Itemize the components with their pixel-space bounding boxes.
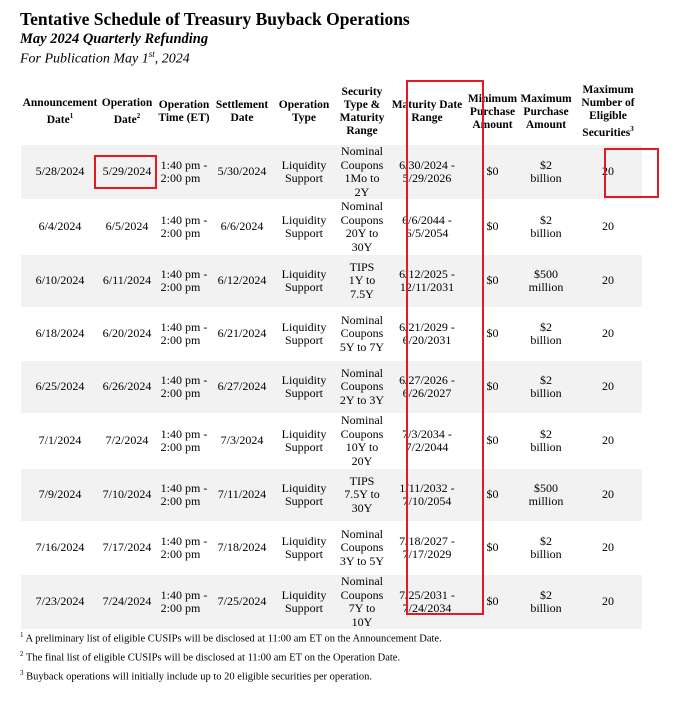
security-type-cell-line: Nominal — [340, 365, 383, 380]
maturity-date-range-cell — [387, 414, 467, 469]
settlement-date-cell-text: 6/21/2024 — [217, 326, 267, 341]
minimum-purchase-cell-text: $0 — [486, 433, 499, 448]
operation-date-cell — [99, 255, 155, 308]
announcement-date-cell-text: 6/10/2024 — [35, 273, 85, 288]
operation-type-cell-line: Support — [284, 601, 323, 615]
column-header-label: Operation Date — [101, 97, 153, 126]
table-row — [21, 361, 642, 414]
maximum-purchase-cell-line: $2 — [540, 533, 552, 548]
security-type-cell-line: Coupons — [340, 426, 384, 441]
minimum-purchase-cell — [467, 469, 518, 522]
operation-time-cell-line: 1:40 pm - — [160, 319, 208, 334]
announcement-date-cell-text: 6/18/2024 — [35, 326, 85, 341]
operation-time-cell-line: 1:40 pm - — [160, 212, 208, 227]
column-header-minimum-purchase-amount — [467, 80, 518, 145]
operation-type-cell-line: Support — [284, 171, 323, 185]
table-row — [21, 255, 642, 308]
footnote-marker: 1 — [69, 112, 74, 121]
maturity-date-range-cell — [387, 469, 467, 522]
security-type-cell-line: 1Mo to 2Y — [344, 171, 380, 199]
maturity-date-range-cell-line: 7/10/2054 — [402, 494, 452, 508]
settlement-date-cell-text: 7/11/2024 — [217, 487, 267, 502]
operation-time-cell — [155, 414, 213, 469]
operation-type-cell-line: Liquidity — [281, 266, 327, 281]
security-type-cell-line: 7Y to 10Y — [348, 601, 376, 629]
settlement-date-cell-text: 7/18/2024 — [217, 540, 267, 555]
operation-date-cell — [99, 575, 155, 630]
security-type-cell-line: Coupons — [340, 587, 384, 602]
maximum-purchase-cell-line: billion — [530, 226, 562, 240]
minimum-purchase-cell-text: $0 — [486, 594, 499, 609]
column-header-security-type-maturity-range — [337, 80, 387, 145]
publication-sup: st — [148, 49, 155, 59]
minimum-purchase-cell-text: $0 — [486, 164, 499, 179]
operation-type-cell — [271, 361, 337, 414]
column-header-maximum-purchase-amount — [518, 80, 574, 145]
max-eligible-securities-cell-text: 20 — [602, 594, 614, 609]
column-header-label: Settlement Date — [215, 99, 269, 124]
max-eligible-securities-cell-text: 20 — [602, 540, 614, 555]
announcement-date-cell — [21, 255, 99, 308]
operation-time-cell — [155, 145, 213, 200]
table-row — [21, 469, 642, 522]
maximum-purchase-cell — [518, 145, 574, 200]
footnote: $^1$ A preliminary list of eligible CUSIPs will be disclosed at 11:00 am ET on the Announcement Date. — [20, 631, 442, 645]
security-type-cell-line: TIPS — [349, 259, 375, 274]
maximum-purchase-cell — [518, 200, 574, 255]
maximum-purchase-cell-line: $2 — [540, 212, 552, 227]
operation-date-cell — [99, 308, 155, 361]
minimum-purchase-cell — [467, 575, 518, 630]
operation-date-cell-text: 6/20/2024 — [102, 326, 152, 341]
column-header-maturity-date-range — [387, 80, 467, 145]
security-type-cell-line: Coupons — [340, 540, 384, 555]
maximum-purchase-cell-line: $2 — [540, 372, 552, 387]
column-header-operation-time — [155, 80, 213, 145]
operation-type-cell — [271, 414, 337, 469]
operation-date-cell-text: 7/2/2024 — [105, 433, 149, 448]
announcement-date-cell-text: 6/25/2024 — [35, 379, 85, 394]
operation-date-cell-text: 6/11/2024 — [102, 273, 152, 288]
maturity-date-range-cell — [387, 361, 467, 414]
operation-time-cell-line: 1:40 pm - — [160, 533, 208, 548]
operation-type-cell-line: Liquidity — [281, 480, 327, 495]
table-body — [21, 145, 642, 630]
maximum-purchase-cell — [518, 469, 574, 522]
buyback-schedule-table — [21, 80, 642, 629]
operation-time-cell-line: 1:40 pm - — [160, 266, 208, 281]
settlement-date-cell — [213, 469, 271, 522]
operation-time-cell-line: 2:00 pm — [160, 386, 201, 400]
table-row — [21, 522, 642, 575]
column-header-label: Operation Time (ET) — [158, 99, 210, 124]
maturity-date-range-cell-line: 6/30/2024 - — [399, 157, 455, 172]
max-eligible-securities-cell — [574, 575, 642, 630]
column-header-settlement-date — [213, 80, 271, 145]
security-type-cell-line: Coupons — [340, 212, 384, 227]
maturity-date-range-cell-line: 6/12/2025 - — [399, 266, 455, 281]
table-header-row — [21, 80, 642, 145]
operation-type-cell-line: Liquidity — [281, 533, 327, 548]
security-type-cell-line: 10Y to 20Y — [345, 440, 379, 468]
maximum-purchase-cell — [518, 308, 574, 361]
operation-type-cell — [271, 575, 337, 630]
security-type-cell-line: Coupons — [340, 326, 384, 341]
operation-date-cell-text: 7/24/2024 — [102, 594, 152, 609]
maximum-purchase-cell-line: $2 — [540, 319, 552, 334]
operation-date-cell — [99, 414, 155, 469]
operation-time-cell — [155, 361, 213, 414]
security-type-cell-line: Coupons — [340, 379, 384, 394]
settlement-date-cell — [213, 308, 271, 361]
maximum-purchase-cell — [518, 414, 574, 469]
column-header-announcement-date — [21, 80, 99, 145]
maturity-date-range-cell-line: 5/29/2026 — [402, 171, 452, 185]
max-eligible-securities-cell-text: 20 — [602, 326, 614, 341]
operation-time-cell-line: 2:00 pm — [160, 226, 201, 240]
max-eligible-securities-cell — [574, 414, 642, 469]
security-type-cell — [337, 575, 387, 630]
operation-time-cell — [155, 255, 213, 308]
security-type-cell — [337, 308, 387, 361]
maturity-date-range-cell — [387, 145, 467, 200]
settlement-date-cell-text: 7/25/2024 — [217, 594, 267, 609]
footnotes — [20, 628, 442, 685]
maximum-purchase-cell-line: million — [528, 494, 564, 508]
max-eligible-securities-cell-text: 20 — [602, 164, 614, 179]
maximum-purchase-cell-line: billion — [530, 171, 562, 185]
column-header-label: Operation Type — [278, 99, 330, 124]
operation-date-cell — [99, 361, 155, 414]
settlement-date-cell-text: 6/6/2024 — [220, 219, 264, 234]
announcement-date-cell — [21, 361, 99, 414]
publication-prefix: For Publication May 1 — [20, 51, 149, 67]
maturity-date-range-cell-line: 6/20/2031 — [402, 333, 452, 347]
maturity-date-range-cell-line: 7/25/2031 - — [399, 587, 455, 602]
operation-type-cell-line: Support — [284, 226, 323, 240]
operation-type-cell-line: Liquidity — [281, 212, 327, 227]
operation-type-cell-line: Liquidity — [281, 587, 327, 602]
maximum-purchase-cell-line: billion — [530, 547, 562, 561]
column-header-label: Announcement Date — [22, 97, 98, 126]
announcement-date-cell — [21, 469, 99, 522]
operation-date-cell-text: 6/26/2024 — [102, 379, 152, 394]
operation-time-cell — [155, 308, 213, 361]
security-type-cell-line: 5Y to 7Y — [339, 339, 385, 354]
security-type-cell — [337, 255, 387, 308]
maturity-date-range-cell-line: 7/17/2029 — [402, 547, 452, 561]
announcement-date-cell — [21, 308, 99, 361]
operation-date-cell — [99, 522, 155, 575]
minimum-purchase-cell — [467, 308, 518, 361]
settlement-date-cell — [213, 575, 271, 630]
column-header-label: Maximum Purchase Amount — [520, 92, 572, 131]
security-type-cell-line: 1Y to 7.5Y — [348, 273, 376, 301]
column-header-operation-date — [99, 80, 155, 145]
settlement-date-cell-text: 6/12/2024 — [217, 273, 267, 288]
minimum-purchase-cell-text: $0 — [486, 487, 499, 502]
announcement-date-cell-text: 7/9/2024 — [38, 487, 82, 502]
operation-time-cell-line: 2:00 pm — [160, 601, 201, 615]
settlement-date-cell — [213, 361, 271, 414]
operation-time-cell-line: 1:40 pm - — [160, 480, 208, 495]
security-type-cell-line: Nominal — [341, 144, 383, 158]
maximum-purchase-cell-line: billion — [530, 440, 562, 454]
max-eligible-securities-cell — [574, 469, 642, 522]
announcement-date-cell — [21, 145, 99, 200]
settlement-date-cell — [213, 414, 271, 469]
security-type-cell — [337, 145, 387, 200]
security-type-cell-line: Nominal — [341, 413, 383, 427]
operation-date-cell-text: 5/29/2024 — [102, 164, 152, 179]
operation-time-cell — [155, 200, 213, 255]
maximum-purchase-cell — [518, 361, 574, 414]
security-type-cell-line: 20Y to 30Y — [345, 226, 379, 254]
minimum-purchase-cell — [467, 361, 518, 414]
max-eligible-securities-cell-text: 20 — [602, 433, 614, 448]
max-eligible-securities-cell — [574, 145, 642, 200]
operation-time-cell-line: 1:40 pm - — [160, 587, 208, 602]
operation-time-cell-line: 1:40 pm - — [160, 426, 208, 441]
settlement-date-cell — [213, 255, 271, 308]
footnote-marker: 2 — [136, 112, 141, 121]
operation-date-cell — [99, 469, 155, 522]
settlement-date-cell — [213, 522, 271, 575]
maximum-purchase-cell-line: $2 — [540, 157, 552, 172]
maximum-purchase-cell — [518, 575, 574, 630]
security-type-cell — [337, 414, 387, 469]
operation-type-cell-line: Support — [284, 494, 323, 508]
operation-type-cell-line: Support — [284, 440, 323, 454]
security-type-cell-line: Coupons — [340, 157, 384, 172]
minimum-purchase-cell-text: $0 — [486, 273, 499, 288]
operation-time-cell-line: 1:40 pm - — [160, 372, 208, 387]
announcement-date-cell-text: 7/1/2024 — [38, 433, 82, 448]
publication-suffix: , 2024 — [154, 51, 190, 67]
maximum-purchase-cell-line: billion — [530, 601, 562, 615]
operation-time-cell — [155, 469, 213, 522]
operation-time-cell — [155, 575, 213, 630]
security-type-cell-line: Nominal — [340, 526, 383, 541]
column-header-label: Maximum Number of Eligible Securities — [581, 84, 635, 139]
operation-time-cell-line: 2:00 pm — [160, 280, 201, 294]
maximum-purchase-cell-line: $500 — [533, 480, 558, 495]
operation-type-cell-line: Liquidity — [281, 426, 327, 441]
max-eligible-securities-cell — [574, 308, 642, 361]
announcement-date-cell-text: 7/16/2024 — [35, 540, 85, 555]
maximum-purchase-cell — [518, 522, 574, 575]
max-eligible-securities-cell — [574, 361, 642, 414]
max-eligible-securities-cell — [574, 200, 642, 255]
security-type-cell-line: 2Y to 3Y — [339, 392, 385, 407]
operation-time-cell-line: 1:40 pm - — [160, 157, 208, 172]
minimum-purchase-cell-text: $0 — [486, 379, 499, 394]
footnote-marker: 3 — [630, 125, 634, 134]
security-type-cell-line: 3Y to 5Y — [339, 553, 385, 568]
minimum-purchase-cell — [467, 414, 518, 469]
maturity-date-range-cell-line: 6/6/2044 - — [402, 212, 452, 227]
settlement-date-cell-text: 7/3/2024 — [220, 433, 264, 448]
operation-date-cell-text: 7/10/2024 — [102, 487, 152, 502]
max-eligible-securities-cell-text: 20 — [602, 487, 614, 502]
maximum-purchase-cell — [518, 255, 574, 308]
maturity-date-range-cell — [387, 200, 467, 255]
column-header-label: Maturity Date Range — [391, 99, 463, 124]
maturity-date-range-cell — [387, 308, 467, 361]
announcement-date-cell-text: 5/28/2024 — [35, 164, 85, 179]
operation-type-cell — [271, 469, 337, 522]
maturity-date-range-cell-line: 6/5/2054 — [405, 226, 449, 240]
security-type-cell — [337, 522, 387, 575]
security-type-cell — [337, 469, 387, 522]
operation-date-cell-text: 6/5/2024 — [105, 219, 149, 234]
operation-date-cell — [99, 200, 155, 255]
operation-type-cell — [271, 255, 337, 308]
announcement-date-cell-text: 6/4/2024 — [38, 219, 82, 234]
operation-type-cell — [271, 200, 337, 255]
settlement-date-cell — [213, 145, 271, 200]
operation-type-cell-line: Support — [284, 547, 323, 561]
table-row — [21, 575, 642, 630]
security-type-cell — [337, 361, 387, 414]
max-eligible-securities-cell — [574, 255, 642, 308]
maturity-date-range-cell-line: 6/27/2026 - — [399, 372, 455, 387]
operation-type-cell-line: Liquidity — [281, 319, 327, 334]
maximum-purchase-cell-line: $500 — [533, 266, 558, 281]
settlement-date-cell — [213, 200, 271, 255]
maturity-date-range-cell — [387, 255, 467, 308]
operation-date-cell — [99, 145, 155, 200]
column-header-label: Minimum Purchase Amount — [467, 92, 518, 131]
operation-type-cell-line: Liquidity — [281, 372, 327, 387]
security-type-cell-line: Nominal — [340, 312, 383, 327]
maximum-purchase-cell-line: million — [528, 280, 564, 294]
footnote: $^3$ Buyback operations will initially include up to 20 eligible securities per operation. — [20, 669, 372, 683]
maturity-date-range-cell — [387, 522, 467, 575]
max-eligible-securities-cell-text: 20 — [602, 379, 614, 394]
maximum-purchase-cell-line: billion — [530, 333, 562, 347]
maturity-date-range-cell-line: 7/2/2044 — [405, 440, 449, 454]
security-type-cell-line: TIPS — [349, 473, 375, 488]
operation-time-cell-line: 2:00 pm — [160, 494, 201, 508]
footnote: $^2$ The final list of eligible CUSIPs will be disclosed at 11:00 am ET on the Operation Date. — [20, 650, 401, 664]
announcement-date-cell — [21, 414, 99, 469]
operation-type-cell-line: Support — [284, 280, 323, 294]
minimum-purchase-cell-text: $0 — [486, 326, 499, 341]
operation-type-cell-line: Support — [284, 333, 323, 347]
announcement-date-cell — [21, 522, 99, 575]
settlement-date-cell-text: 6/27/2024 — [217, 379, 267, 394]
table-row — [21, 414, 642, 469]
security-type-cell-line: Nominal — [341, 199, 383, 213]
maximum-purchase-cell-line: $2 — [540, 587, 552, 602]
document-title: Tentative Schedule of Treasury Buyback Operations — [20, 9, 410, 29]
maturity-date-range-cell-line: 6/21/2029 - — [399, 319, 455, 334]
document-subtitle: May 2024 Quarterly Refunding — [20, 31, 209, 47]
security-type-cell-line: 7.5Y to 30Y — [344, 487, 380, 515]
table-row — [21, 200, 642, 255]
announcement-date-cell — [21, 200, 99, 255]
max-eligible-securities-cell — [574, 522, 642, 575]
maturity-date-range-cell — [387, 575, 467, 630]
operation-time-cell — [155, 522, 213, 575]
operation-time-cell-line: 2:00 pm — [160, 171, 201, 185]
operation-type-cell — [271, 522, 337, 575]
maximum-purchase-cell-line: billion — [530, 386, 562, 400]
column-header-operation-type — [271, 80, 337, 145]
maturity-date-range-cell-line: 6/26/2027 — [402, 386, 452, 400]
maximum-purchase-cell-line: $2 — [540, 426, 552, 441]
security-type-cell — [337, 200, 387, 255]
operation-date-cell-text: 7/17/2024 — [102, 540, 152, 555]
column-header-label: Security Type & Maturity Range — [339, 86, 385, 137]
maturity-date-range-cell-line: 7/18/2027 - — [399, 533, 455, 548]
maturity-date-range-cell-line: 12/11/2031 — [399, 280, 455, 294]
max-eligible-securities-cell-text: 20 — [602, 219, 614, 234]
operation-time-cell-line: 2:00 pm — [160, 333, 201, 347]
settlement-date-cell-text: 5/30/2024 — [217, 164, 267, 179]
max-eligible-securities-cell-text: 20 — [602, 273, 614, 288]
maturity-date-range-cell-line: 7/24/2034 — [402, 601, 452, 615]
minimum-purchase-cell — [467, 200, 518, 255]
maturity-date-range-cell-line: 7/3/2034 - — [402, 426, 452, 441]
security-type-cell-line: Nominal — [341, 574, 383, 588]
operation-type-cell — [271, 145, 337, 200]
minimum-purchase-cell — [467, 522, 518, 575]
operation-type-cell-line: Liquidity — [281, 157, 327, 172]
publication-date — [20, 49, 190, 68]
minimum-purchase-cell — [467, 145, 518, 200]
table-row — [21, 145, 642, 200]
operation-time-cell-line: 2:00 pm — [160, 440, 201, 454]
table-row — [21, 308, 642, 361]
announcement-date-cell — [21, 575, 99, 630]
operation-type-cell-line: Support — [284, 386, 323, 400]
minimum-purchase-cell-text: $0 — [486, 540, 499, 555]
minimum-purchase-cell — [467, 255, 518, 308]
operation-type-cell — [271, 308, 337, 361]
column-header-maximum-eligible-securities — [574, 80, 642, 145]
minimum-purchase-cell-text: $0 — [486, 219, 499, 234]
announcement-date-cell-text: 7/23/2024 — [35, 594, 85, 609]
maturity-date-range-cell-line: 1/11/2032 - — [399, 480, 455, 495]
operation-time-cell-line: 2:00 pm — [160, 547, 201, 561]
